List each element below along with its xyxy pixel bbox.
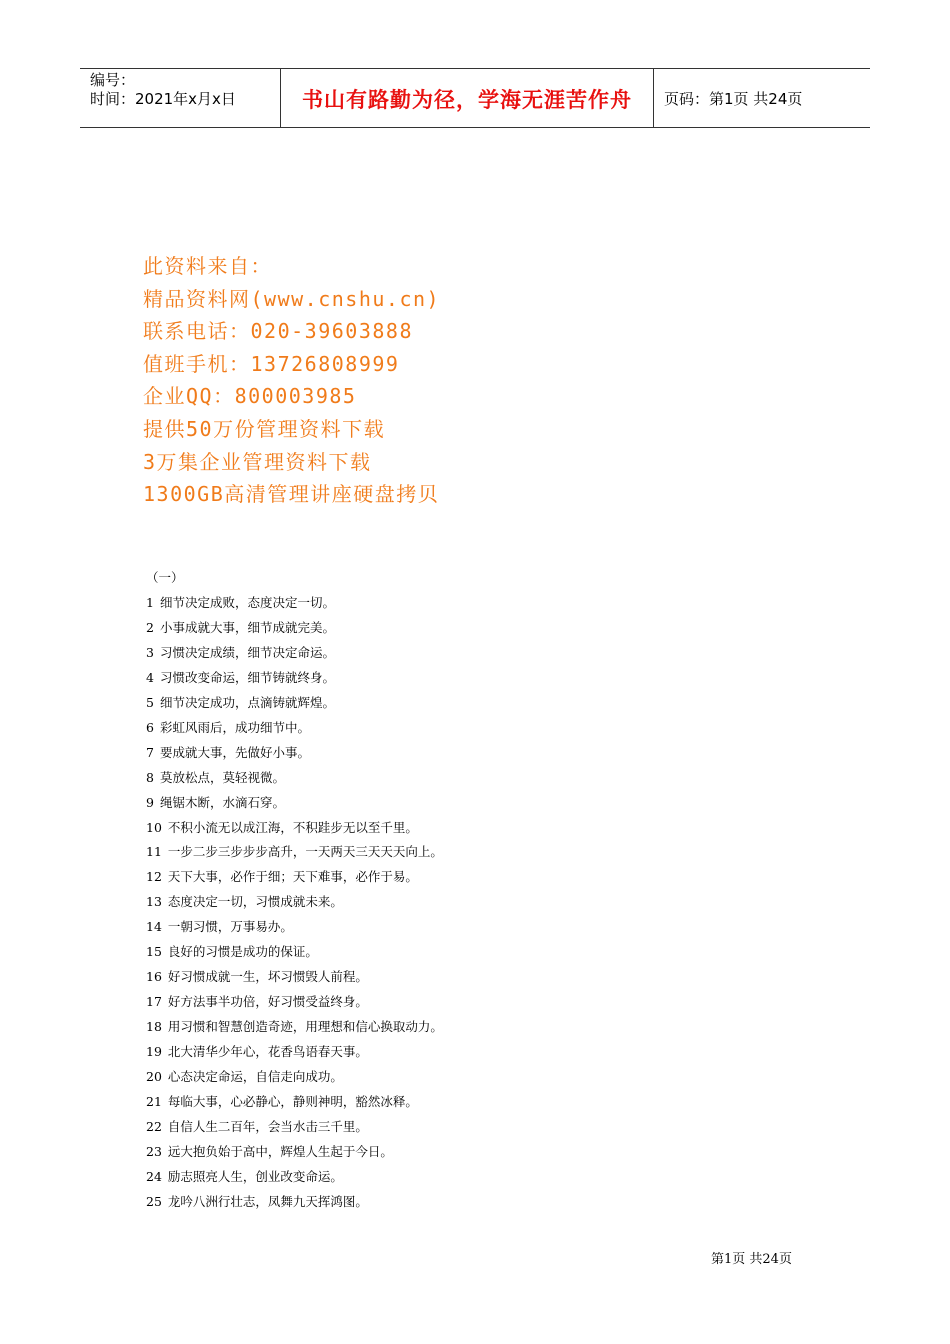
list-item-text: 绳锯木断，水滴石穿。 (159, 794, 285, 810)
time-label: 时间：2021年x月x日 (90, 90, 236, 108)
info-line: 企业QQ：800003985 (143, 384, 357, 409)
list-item-number: 23 (146, 1143, 162, 1159)
info-line: 精品资料网(www.cnshu.cn) (143, 286, 441, 311)
list-item (146, 641, 846, 666)
serial-label: 编号： (90, 71, 136, 89)
section-title: （一） (146, 570, 184, 585)
list-item-text: 一朝习惯，万事易办。 (167, 919, 293, 935)
list-item-number: 15 (146, 944, 162, 960)
list-item (146, 716, 846, 741)
list-item (146, 1090, 846, 1115)
list-item (146, 840, 846, 865)
info-line: 提供50万份管理资料下载 (143, 416, 386, 441)
list-item-number: 10 (146, 819, 162, 835)
info-line: 此资料来自： (143, 254, 272, 278)
header-page-number: 页码：第1页 共24页 (664, 89, 803, 108)
info-line: 联系电话：020-39603888 (143, 319, 413, 344)
header-meta (80, 69, 281, 127)
list-item (146, 616, 846, 641)
list-item-text: 一步二步三步步步高升，一天两天三天天天向上。 (167, 844, 443, 860)
list-item (146, 1140, 846, 1165)
list-item-text: 每临大事，心必静心，静则神明，豁然冰释。 (167, 1094, 418, 1110)
list-item-text: 北大清华少年心，花香鸟语春天事。 (167, 1044, 368, 1060)
list-item-text: 心态决定命运，自信走向成功。 (167, 1069, 343, 1085)
source-info-block (143, 250, 703, 511)
list-item-number: 6 (146, 719, 154, 735)
list-item-text: 好方法事半功倍，好习惯受益终身。 (167, 994, 368, 1010)
list-item (146, 1190, 846, 1215)
list-item-number: 2 (146, 619, 154, 635)
list-item-number: 21 (146, 1094, 162, 1110)
list-item (146, 865, 846, 890)
list-item-number: 17 (146, 994, 162, 1010)
list-item-number: 5 (146, 694, 154, 710)
list-item-number: 18 (146, 1019, 162, 1035)
list-item-number: 11 (146, 844, 162, 860)
list-item (146, 1040, 846, 1065)
list-item (146, 816, 846, 841)
list-item (146, 940, 846, 965)
list-item-number: 8 (146, 769, 154, 785)
list-item (146, 890, 846, 915)
page-header (80, 68, 870, 128)
list-item-text: 龙吟八洲行壮志，凤舞九天挥鸿图。 (167, 1193, 368, 1209)
list-item-number: 24 (146, 1168, 162, 1184)
list-item (146, 1065, 846, 1090)
list-item-number: 9 (146, 794, 154, 810)
list-item-number: 25 (146, 1193, 162, 1209)
list-item-text: 习惯决定成绩，细节决定命运。 (159, 644, 335, 660)
quote-list (146, 566, 846, 1215)
list-item-text: 态度决定一切，习惯成就未来。 (167, 894, 343, 910)
info-line: 值班手机：13726808999 (143, 351, 400, 376)
list-item-number: 14 (146, 919, 162, 935)
list-item-text: 不积小流无以成江海，不积跬步无以至千里。 (167, 819, 418, 835)
list-item-number: 19 (146, 1044, 162, 1060)
list-item (146, 990, 846, 1015)
list-item-text: 励志照亮人生，创业改变命运。 (167, 1168, 343, 1184)
list-item-text: 小事成就大事，细节成就完美。 (159, 619, 335, 635)
list-item (146, 666, 846, 691)
list-item (146, 1165, 846, 1190)
list-item (146, 766, 846, 791)
list-item-number: 22 (146, 1118, 162, 1134)
list-item (146, 691, 846, 716)
list-item-number: 1 (146, 594, 154, 610)
list-item-text: 细节决定成功，点滴铸就辉煌。 (159, 694, 335, 710)
list-item-text: 要成就大事，先做好小事。 (159, 744, 310, 760)
list-item-number: 13 (146, 894, 162, 910)
list-item-text: 细节决定成败，态度决定一切。 (159, 594, 335, 610)
list-item-text: 莫放松点，莫轻视微。 (159, 769, 285, 785)
page-footer: 第1页 共24页 (711, 1252, 792, 1267)
info-line: 3万集企业管理资料下载 (143, 449, 372, 474)
list-item-number: 7 (146, 744, 154, 760)
list-item (146, 791, 846, 816)
list-item-number: 20 (146, 1069, 162, 1085)
list-item-text: 好习惯成就一生，坏习惯毁人前程。 (167, 969, 368, 985)
list-item-text: 习惯改变命运，细节铸就终身。 (159, 669, 335, 685)
list-item-text: 远大抱负始于高中，辉煌人生起于今日。 (167, 1143, 393, 1159)
list-item (146, 915, 846, 940)
list-item-text: 天下大事，必作于细；天下难事，必作于易。 (167, 869, 418, 885)
list-item-number: 16 (146, 969, 162, 985)
header-motto: 书山有路勤为径，学海无涯苦作舟 (281, 69, 654, 127)
list-item-number: 3 (146, 644, 154, 660)
list-item-text: 良好的习惯是成功的保证。 (167, 944, 318, 960)
list-item (146, 741, 846, 766)
list-item-number: 12 (146, 869, 162, 885)
list-item-number: 4 (146, 669, 154, 685)
info-line: 1300GB高清管理讲座硬盘拷贝 (143, 482, 440, 507)
list-item-text: 自信人生二百年，会当水击三千里。 (167, 1118, 368, 1134)
list-item (146, 965, 846, 990)
list-item (146, 1015, 846, 1040)
list-item-text: 用习惯和智慧创造奇迹，用理想和信心换取动力。 (167, 1019, 443, 1035)
list-item-text: 彩虹风雨后，成功细节中。 (159, 719, 310, 735)
list-item (146, 1115, 846, 1140)
list-item (146, 591, 846, 616)
